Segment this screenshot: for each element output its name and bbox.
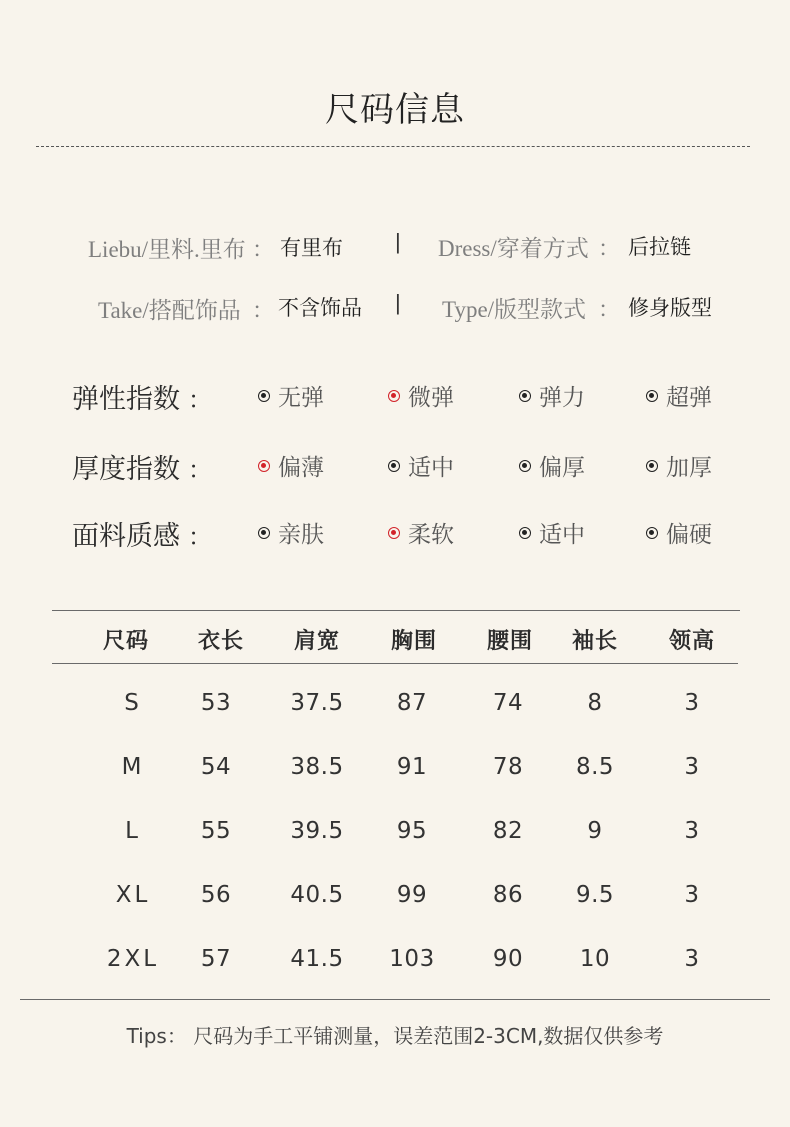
thickness-index-option[interactable] <box>646 449 712 482</box>
table-cell: 86 <box>492 882 524 908</box>
elasticity-index-colon: ： <box>188 386 212 414</box>
table-header-cell: 肩宽 <box>293 629 340 654</box>
thickness-index-colon: ： <box>188 456 212 484</box>
thickness-index-option-label: 适中 <box>408 455 454 481</box>
table-cell: 8 <box>587 690 603 716</box>
radio-icon <box>646 390 658 402</box>
table-header-cell: 领高 <box>668 629 715 654</box>
radio-icon <box>258 527 270 539</box>
table-cell: 38.5 <box>290 754 344 780</box>
texture-index-option[interactable] <box>646 516 712 549</box>
table-cell: 56 <box>200 882 232 908</box>
table-top-rule <box>52 610 740 611</box>
table-header-rule <box>52 663 738 664</box>
texture-index-colon: ： <box>188 523 212 551</box>
spec-value-type: 修身版型 <box>628 296 712 320</box>
table-cell: 82 <box>492 818 524 844</box>
table-header-cell: 袖长 <box>571 629 618 654</box>
spec-value-accessory: 不含饰品 <box>278 296 362 320</box>
radio-icon <box>388 460 400 472</box>
thickness-index-option[interactable] <box>388 449 454 482</box>
elasticity-index-label: 弹性指数 <box>72 384 180 415</box>
table-cell: 103 <box>389 946 435 972</box>
radio-icon <box>519 390 531 402</box>
table-cell: 40.5 <box>290 882 344 908</box>
table-cell: 3 <box>684 818 700 844</box>
table-cell: 74 <box>492 690 524 716</box>
table-cell: 8.5 <box>575 754 615 780</box>
texture-index-label: 面料质感 <box>72 521 180 552</box>
spec-label-accessory: Take/搭配饰品 <box>98 298 241 323</box>
table-cell: 41.5 <box>290 946 344 972</box>
table-cell: 37.5 <box>290 690 344 716</box>
radio-icon <box>646 460 658 472</box>
elasticity-index-option[interactable] <box>388 379 454 412</box>
size-cell: 2XL <box>106 946 160 972</box>
radio-icon <box>519 460 531 472</box>
radio-selected-icon <box>388 390 400 402</box>
size-cell: L <box>125 818 141 844</box>
elasticity-index-option[interactable] <box>519 379 585 412</box>
texture-index-option-label: 适中 <box>539 522 585 548</box>
table-header-cell: 腰围 <box>486 629 533 654</box>
texture-index-option[interactable] <box>519 516 585 549</box>
title-divider <box>36 146 750 147</box>
spec-label-lining: Liebu/里料.里布 <box>88 237 246 262</box>
radio-selected-icon <box>388 527 400 539</box>
radio-selected-icon <box>258 460 270 472</box>
spec-separator: | <box>395 290 401 315</box>
texture-index-option[interactable] <box>388 516 454 549</box>
table-header-cell: 胸围 <box>390 629 437 654</box>
texture-index-option-label: 柔软 <box>408 522 454 548</box>
elasticity-index-option-label: 无弹 <box>278 385 324 411</box>
table-cell: 9.5 <box>575 882 615 908</box>
table-cell: 57 <box>200 946 232 972</box>
table-cell: 3 <box>684 754 700 780</box>
table-cell: 3 <box>684 690 700 716</box>
table-cell: 9 <box>587 818 603 844</box>
thickness-index-option[interactable] <box>258 449 324 482</box>
table-cell: 54 <box>200 754 232 780</box>
spec-colon-dress: ： <box>598 236 621 261</box>
radio-icon <box>258 390 270 402</box>
table-bottom-rule <box>20 999 770 1000</box>
spec-separator: | <box>395 229 401 254</box>
table-header-cell: 衣长 <box>197 629 244 654</box>
table-cell: 90 <box>492 946 524 972</box>
spec-label-dress: Dress/穿着方式 <box>438 236 589 261</box>
table-cell: 95 <box>396 818 428 844</box>
table-cell: 3 <box>684 946 700 972</box>
thickness-index-option-label: 偏厚 <box>539 455 585 481</box>
spec-colon-lining: ： <box>252 237 275 262</box>
elasticity-index-option-label: 弹力 <box>539 385 585 411</box>
radio-icon <box>646 527 658 539</box>
table-cell: 87 <box>396 690 428 716</box>
elasticity-index-option-label: 微弹 <box>408 385 454 411</box>
page-title: 尺码信息 <box>325 90 465 130</box>
spec-value-dress: 后拉链 <box>628 235 691 259</box>
thickness-index-option-label: 加厚 <box>666 455 712 481</box>
texture-index-option-label: 偏硬 <box>666 522 712 548</box>
spec-colon-type: ： <box>598 297 621 322</box>
table-cell: 53 <box>200 690 232 716</box>
table-cell: 99 <box>396 882 428 908</box>
size-cell: M <box>121 754 145 780</box>
elasticity-index-option-label: 超弹 <box>666 385 712 411</box>
table-cell: 39.5 <box>290 818 344 844</box>
texture-index-option-label: 亲肤 <box>278 522 324 548</box>
thickness-index-label: 厚度指数 <box>72 454 180 485</box>
table-cell: 91 <box>396 754 428 780</box>
thickness-index-option[interactable] <box>519 449 585 482</box>
table-cell: 78 <box>492 754 524 780</box>
thickness-index-option-label: 偏薄 <box>278 455 324 481</box>
texture-index-option[interactable] <box>258 516 324 549</box>
tips-note: Tips： 尺码为手工平铺测量，误差范围2-3CM,数据仅供参考 <box>126 1024 664 1048</box>
size-cell: XL <box>115 882 151 908</box>
spec-value-lining: 有里布 <box>280 236 343 260</box>
size-cell: S <box>124 690 142 716</box>
table-cell: 3 <box>684 882 700 908</box>
elasticity-index-option[interactable] <box>646 379 712 412</box>
table-cell: 10 <box>579 946 611 972</box>
table-cell: 55 <box>200 818 232 844</box>
elasticity-index-option[interactable] <box>258 379 324 412</box>
radio-icon <box>519 527 531 539</box>
spec-colon-accessory: ： <box>252 298 275 323</box>
table-header-cell: 尺码 <box>102 629 149 654</box>
spec-label-type: Type/版型款式 <box>442 297 587 322</box>
